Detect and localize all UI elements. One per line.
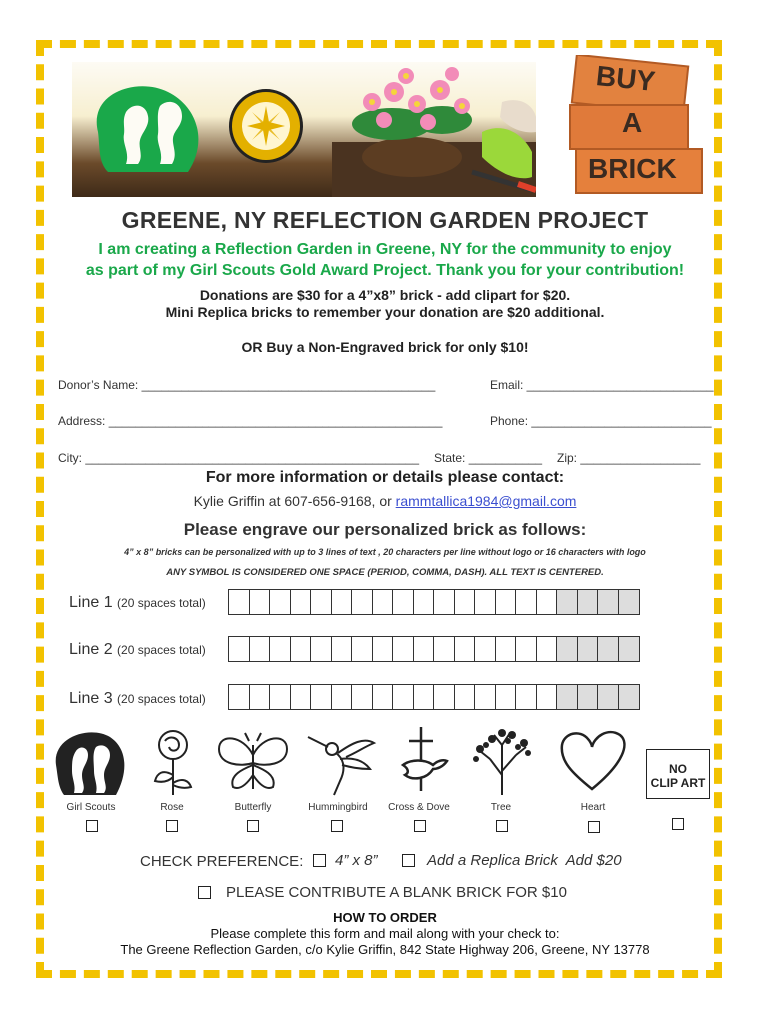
character-box[interactable] <box>454 589 476 615</box>
line-1-label <box>69 594 206 612</box>
character-box[interactable] <box>228 636 250 662</box>
checkbox-tree[interactable] <box>496 820 508 832</box>
character-box[interactable] <box>249 684 271 710</box>
contact-heading: For more information or details please contact: <box>205 469 565 486</box>
state-field[interactable]: State: ___________ <box>434 451 543 465</box>
line-3-label <box>69 690 206 708</box>
city-field[interactable]: City: __________________________________________________ <box>58 451 420 465</box>
character-box[interactable] <box>413 636 435 662</box>
clipart-heart-icon <box>552 725 632 802</box>
character-box[interactable] <box>351 589 373 615</box>
character-box[interactable] <box>454 684 476 710</box>
donation-line-2: Mini Replica bricks to remember your donation are $20 additional. <box>165 304 605 320</box>
brick-sign-text-buy: BUY <box>594 59 657 98</box>
clipart-label-tree: Tree <box>490 802 512 813</box>
character-box[interactable] <box>351 684 373 710</box>
character-box[interactable] <box>433 684 455 710</box>
checkbox-cross-dove[interactable] <box>414 820 426 832</box>
character-box[interactable] <box>515 636 537 662</box>
character-box[interactable] <box>495 589 517 615</box>
character-box[interactable] <box>618 589 640 615</box>
donation-line-3: OR Buy a Non-Engraved brick for only $10! <box>241 339 529 355</box>
character-box[interactable] <box>618 684 640 710</box>
checkbox-replica-brick[interactable] <box>402 854 415 867</box>
email-field[interactable]: Email: ____________________________ <box>490 378 714 392</box>
character-box[interactable] <box>474 684 496 710</box>
character-box[interactable] <box>515 684 537 710</box>
no-clipart-line-2: CLIP ART <box>650 776 706 790</box>
character-box[interactable] <box>249 636 271 662</box>
checkbox-rose[interactable] <box>166 820 178 832</box>
donation-line-1: Donations are $30 for a 4”x8” brick - add clipart for $20. <box>199 287 571 303</box>
order-heading: HOW TO ORDER <box>333 910 437 925</box>
page-title: GREENE, NY REFLECTION GARDEN PROJECT <box>121 207 649 233</box>
line-3-title: Line 3 <box>69 690 113 707</box>
order-line-2: The Greene Reflection Garden, c/o Kylie Griffin, 842 State Highway 206, Greene, NY 13778 <box>120 942 650 957</box>
preference-label: CHECK PREFERENCE: <box>140 853 304 870</box>
character-box[interactable] <box>577 589 599 615</box>
character-box[interactable] <box>290 636 312 662</box>
gold-award-seal-icon <box>228 88 304 164</box>
character-box[interactable] <box>392 589 414 615</box>
character-box[interactable] <box>413 589 435 615</box>
flowers-gardening-icon <box>332 62 536 197</box>
engrave-note-2: ANY SYMBOL IS CONSIDERED ONE SPACE (PERIOD, COMMA, DASH). ALL TEXT IS CENTERED. <box>166 567 604 578</box>
donor-name-field[interactable]: Donor’s Name: ____________________________________________ <box>58 378 436 392</box>
line-1-hint: (20 spaces total) <box>117 596 206 610</box>
character-box[interactable] <box>331 684 353 710</box>
character-box[interactable] <box>269 589 291 615</box>
buy-a-brick-sign <box>566 55 704 195</box>
character-box[interactable] <box>556 684 578 710</box>
character-box[interactable] <box>269 636 291 662</box>
no-clipart-box[interactable] <box>646 749 710 799</box>
character-box[interactable] <box>577 636 599 662</box>
blank-brick-label: PLEASE CONTRIBUTE A BLANK BRICK FOR $10 <box>226 884 567 901</box>
clipart-rose-icon <box>133 725 213 802</box>
brick-sign-text-a: A <box>622 107 643 138</box>
character-box[interactable] <box>495 636 517 662</box>
clipart-girl-scouts-icon <box>50 725 130 802</box>
character-box[interactable] <box>577 684 599 710</box>
character-box[interactable] <box>249 589 271 615</box>
line-3-hint: (20 spaces total) <box>117 692 206 706</box>
character-box[interactable] <box>372 684 394 710</box>
character-box[interactable] <box>474 636 496 662</box>
checkbox-girl-scouts[interactable] <box>86 820 98 832</box>
character-box[interactable] <box>269 684 291 710</box>
engrave-note-1: 4” x 8” bricks can be personalized with up to 3 lines of text , 20 characters per line without logo or 16 characters with logo <box>124 547 646 557</box>
clipart-butterfly-icon <box>213 725 293 802</box>
character-box[interactable] <box>597 684 619 710</box>
contact-prefix: Kylie Griffin at 607-656-9168, or <box>193 493 396 509</box>
clipart-tree-icon <box>462 725 542 802</box>
no-clipart-line-1: NO <box>669 762 687 776</box>
checkbox-butterfly[interactable] <box>247 820 259 832</box>
character-box[interactable] <box>618 636 640 662</box>
checkbox-4x8[interactable] <box>313 854 326 867</box>
order-line-1: Please complete this form and mail along with your check to: <box>210 926 560 941</box>
clipart-label-butterfly: Butterfly <box>234 802 272 813</box>
character-box[interactable] <box>556 589 578 615</box>
checkbox-heart[interactable] <box>588 821 600 833</box>
brick-sign-text-brick: BRICK <box>588 153 677 184</box>
address-field[interactable]: Address: __________________________________________________ <box>58 414 443 428</box>
character-box[interactable] <box>310 684 332 710</box>
character-box[interactable] <box>310 589 332 615</box>
clipart-label-rose: Rose <box>160 802 184 813</box>
zip-field[interactable]: Zip: __________________ <box>557 451 701 465</box>
girl-scouts-logo-icon <box>78 72 218 182</box>
character-box[interactable] <box>597 636 619 662</box>
character-box[interactable] <box>433 636 455 662</box>
character-box[interactable] <box>228 684 250 710</box>
engrave-heading: Please engrave our personalized brick as follows: <box>183 520 587 539</box>
line-2-title: Line 2 <box>69 641 113 658</box>
phone-field[interactable]: Phone: ___________________________ <box>490 414 712 428</box>
clipart-label-hummingbird: Hummingbird <box>308 802 368 813</box>
character-box[interactable] <box>597 589 619 615</box>
character-box[interactable] <box>392 636 414 662</box>
character-box[interactable] <box>392 684 414 710</box>
header-banner <box>72 62 536 197</box>
character-box[interactable] <box>433 589 455 615</box>
character-box[interactable] <box>495 684 517 710</box>
character-box[interactable] <box>310 636 332 662</box>
checkbox-blank-brick[interactable] <box>198 886 211 899</box>
character-box[interactable] <box>372 636 394 662</box>
character-box[interactable] <box>290 589 312 615</box>
clipart-hummingbird-icon <box>298 725 378 802</box>
character-box[interactable] <box>536 684 558 710</box>
character-box[interactable] <box>556 636 578 662</box>
character-box[interactable] <box>351 636 373 662</box>
character-box[interactable] <box>536 636 558 662</box>
checkbox-no-clipart[interactable] <box>672 818 684 830</box>
character-box[interactable] <box>515 589 537 615</box>
character-box[interactable] <box>228 589 250 615</box>
clipart-label-heart: Heart <box>580 802 606 813</box>
line-2-hint: (20 spaces total) <box>117 643 206 657</box>
intro-line-2: as part of my Girl Scouts Gold Award Project. Thank you for your contribution! <box>85 262 685 279</box>
character-box[interactable] <box>372 589 394 615</box>
preference-option-replica: Add a Replica Brick Add $20 <box>427 852 622 869</box>
line-1-character-boxes[interactable] <box>228 589 638 615</box>
character-box[interactable] <box>290 684 312 710</box>
character-box[interactable] <box>331 589 353 615</box>
intro-line-1: I am creating a Reflection Garden in Greene, NY for the community to enjoy <box>98 241 672 258</box>
clipart-label-cross-dove: Cross & Dove <box>388 802 450 813</box>
contact-line <box>0 493 770 509</box>
character-box[interactable] <box>331 636 353 662</box>
character-box[interactable] <box>454 636 476 662</box>
line-2-character-boxes[interactable] <box>228 636 638 662</box>
line-2-label <box>69 641 206 659</box>
checkbox-hummingbird[interactable] <box>331 820 343 832</box>
contact-email-link[interactable]: rammtallica1984@gmail.com <box>395 493 577 509</box>
character-box[interactable] <box>474 589 496 615</box>
clipart-label-girl-scouts: Girl Scouts <box>66 802 116 813</box>
character-box[interactable] <box>413 684 435 710</box>
line-1-title: Line 1 <box>69 594 113 611</box>
character-box[interactable] <box>536 589 558 615</box>
preference-option-4x8: 4” x 8” <box>335 852 378 869</box>
line-3-character-boxes[interactable] <box>228 684 638 710</box>
clipart-cross-dove-icon <box>381 725 461 802</box>
